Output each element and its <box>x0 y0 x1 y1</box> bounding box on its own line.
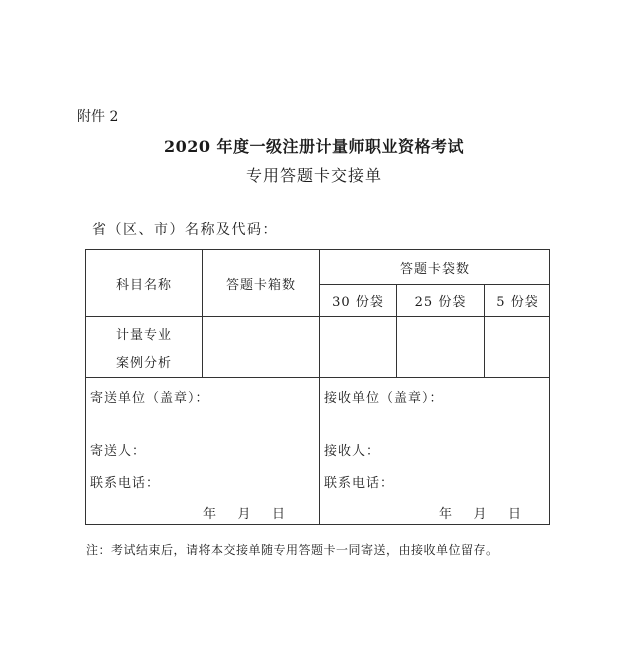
receiver-person-label: 接收人： <box>324 444 381 459</box>
subject-header: 科目名称 <box>115 277 172 293</box>
sender-date-label: 年 月 日 <box>203 507 287 522</box>
sender-unit-label: 寄送单位（盖章）： <box>90 391 210 406</box>
bag-type-25: 25 份袋 <box>414 295 467 310</box>
subject-name-line1: 计量专业 <box>116 328 173 343</box>
sender-person-label: 寄送人： <box>90 444 147 459</box>
card-count-header: 答题卡箱数 <box>225 277 296 293</box>
bag-count-header: 答题卡袋数 <box>399 261 470 277</box>
row-divider-header <box>86 316 550 317</box>
attachment-label: 附件 2 <box>77 109 119 125</box>
footnote: 注：考试结束后，请将本交接单随专用答题卡一同寄送，由接收单位留存。 <box>86 543 499 557</box>
bag-type-5: 5 份袋 <box>496 295 539 310</box>
receiver-phone-label: 联系电话： <box>324 476 395 491</box>
bag-type-30: 30 份袋 <box>332 295 384 310</box>
receiver-unit-label: 接收单位（盖章）： <box>324 391 444 406</box>
handover-table <box>85 249 550 525</box>
sender-phone-label: 联系电话： <box>90 476 161 491</box>
province-label: 省（区、市）名称及代码： <box>92 222 278 238</box>
document-title: 2020 年度一级注册计量师职业资格考试 <box>163 137 465 156</box>
document-subtitle: 专用答题卡交接单 <box>245 166 382 185</box>
receiver-date-label: 年 月 日 <box>439 507 523 522</box>
subject-name-line2: 案例分析 <box>116 356 173 371</box>
row-divider-subject <box>86 377 550 378</box>
